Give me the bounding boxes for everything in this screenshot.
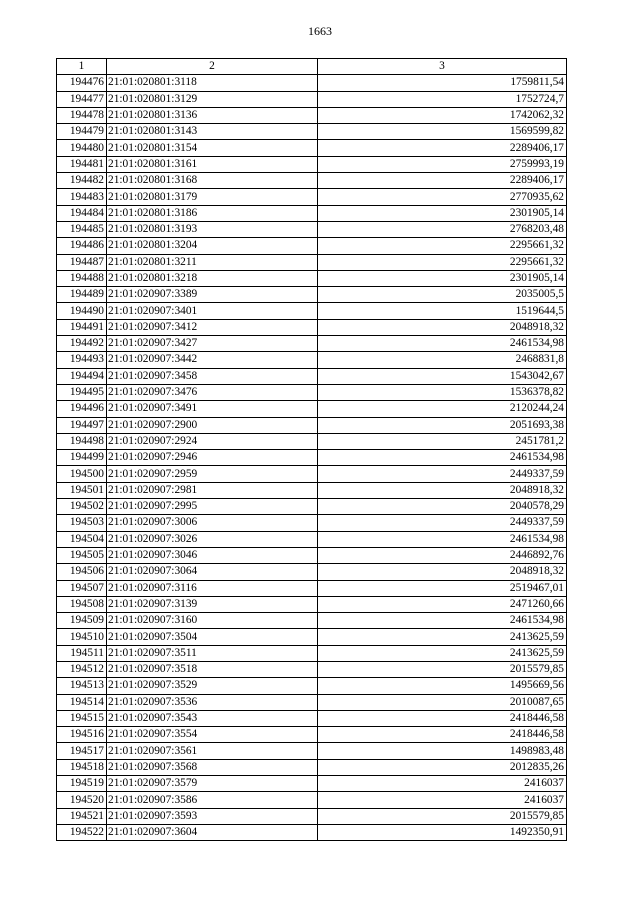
cadastral-number-cell: 21:01:020907:3579 bbox=[107, 776, 318, 792]
table-row bbox=[57, 107, 567, 123]
value-cell: 2770935,62 bbox=[318, 189, 567, 205]
table-row bbox=[57, 547, 567, 563]
table-row bbox=[57, 531, 567, 547]
table-row bbox=[57, 254, 567, 270]
value-cell: 2449337,59 bbox=[318, 515, 567, 531]
row-number-cell: 194494 bbox=[57, 368, 107, 384]
row-number-cell: 194497 bbox=[57, 417, 107, 433]
table-row bbox=[57, 124, 567, 140]
row-number-cell: 194522 bbox=[57, 824, 107, 840]
table-row bbox=[57, 287, 567, 303]
table-row bbox=[57, 694, 567, 710]
row-number-cell: 194491 bbox=[57, 319, 107, 335]
row-number-cell: 194517 bbox=[57, 743, 107, 759]
table-row bbox=[57, 629, 567, 645]
table-row bbox=[57, 645, 567, 661]
cadastral-number-cell: 21:01:020907:3116 bbox=[107, 580, 318, 596]
row-number-cell: 194502 bbox=[57, 499, 107, 515]
value-cell: 2012835,26 bbox=[318, 759, 567, 775]
value-cell: 2295661,32 bbox=[318, 238, 567, 254]
table-header-row bbox=[57, 59, 567, 75]
row-number-cell: 194476 bbox=[57, 75, 107, 91]
value-cell: 2010087,65 bbox=[318, 694, 567, 710]
value-cell: 2048918,32 bbox=[318, 564, 567, 580]
value-cell: 2449337,59 bbox=[318, 466, 567, 482]
cadastral-number-cell: 21:01:020801:3118 bbox=[107, 75, 318, 91]
cadastral-number-cell: 21:01:020907:3389 bbox=[107, 287, 318, 303]
cadastral-number-cell: 21:01:020907:3442 bbox=[107, 352, 318, 368]
value-cell: 2295661,32 bbox=[318, 254, 567, 270]
row-number-cell: 194477 bbox=[57, 91, 107, 107]
value-cell: 2048918,32 bbox=[318, 482, 567, 498]
value-cell: 2468831,8 bbox=[318, 352, 567, 368]
row-number-cell: 194500 bbox=[57, 466, 107, 482]
cadastral-number-cell: 21:01:020907:3160 bbox=[107, 613, 318, 629]
table-row bbox=[57, 564, 567, 580]
value-cell: 2289406,17 bbox=[318, 140, 567, 156]
table-row bbox=[57, 140, 567, 156]
value-cell: 2418446,58 bbox=[318, 727, 567, 743]
page-number: 1663 bbox=[308, 24, 332, 38]
row-number-cell: 194518 bbox=[57, 759, 107, 775]
table-row bbox=[57, 433, 567, 449]
row-number-cell: 194484 bbox=[57, 205, 107, 221]
table-row bbox=[57, 205, 567, 221]
cadastral-number-cell: 21:01:020907:3529 bbox=[107, 678, 318, 694]
cadastral-number-cell: 21:01:020907:3412 bbox=[107, 319, 318, 335]
data-table bbox=[56, 58, 567, 841]
row-number-cell: 194515 bbox=[57, 710, 107, 726]
row-number-cell: 194514 bbox=[57, 694, 107, 710]
cadastral-number-cell: 21:01:020801:3211 bbox=[107, 254, 318, 270]
value-cell: 1569599,82 bbox=[318, 124, 567, 140]
row-number-cell: 194481 bbox=[57, 156, 107, 172]
value-cell: 2461534,98 bbox=[318, 336, 567, 352]
cadastral-number-cell: 21:01:020801:3179 bbox=[107, 189, 318, 205]
value-cell: 2471260,66 bbox=[318, 596, 567, 612]
row-number-cell: 194493 bbox=[57, 352, 107, 368]
table-row bbox=[57, 482, 567, 498]
table-row bbox=[57, 417, 567, 433]
table-row bbox=[57, 238, 567, 254]
cadastral-number-cell: 21:01:020801:3129 bbox=[107, 91, 318, 107]
cadastral-number-cell: 21:01:020907:3536 bbox=[107, 694, 318, 710]
cadastral-number-cell: 21:01:020907:2900 bbox=[107, 417, 318, 433]
table-row bbox=[57, 368, 567, 384]
cadastral-number-cell: 21:01:020907:3427 bbox=[107, 336, 318, 352]
cadastral-number-cell: 21:01:020907:3511 bbox=[107, 645, 318, 661]
row-number-cell: 194503 bbox=[57, 515, 107, 531]
value-cell: 2451781,2 bbox=[318, 433, 567, 449]
cadastral-number-cell: 21:01:020907:3593 bbox=[107, 808, 318, 824]
row-number-cell: 194521 bbox=[57, 808, 107, 824]
cadastral-number-cell: 21:01:020907:3006 bbox=[107, 515, 318, 531]
row-number-cell: 194510 bbox=[57, 629, 107, 645]
row-number-cell: 194490 bbox=[57, 303, 107, 319]
row-number-cell: 194498 bbox=[57, 433, 107, 449]
value-cell: 2519467,01 bbox=[318, 580, 567, 596]
value-cell: 1498983,48 bbox=[318, 743, 567, 759]
value-cell: 2418446,58 bbox=[318, 710, 567, 726]
value-cell: 2015579,85 bbox=[318, 808, 567, 824]
table-row bbox=[57, 270, 567, 286]
value-cell: 1519644,5 bbox=[318, 303, 567, 319]
row-number-cell: 194492 bbox=[57, 336, 107, 352]
row-number-cell: 194509 bbox=[57, 613, 107, 629]
table-row bbox=[57, 792, 567, 808]
row-number-cell: 194519 bbox=[57, 776, 107, 792]
cadastral-number-cell: 21:01:020907:2981 bbox=[107, 482, 318, 498]
cadastral-number-cell: 21:01:020801:3218 bbox=[107, 270, 318, 286]
cadastral-number-cell: 21:01:020907:3458 bbox=[107, 368, 318, 384]
value-cell: 2015579,85 bbox=[318, 661, 567, 677]
value-cell: 2040578,29 bbox=[318, 499, 567, 515]
column-header-2: 2 bbox=[107, 59, 318, 75]
row-number-cell: 194516 bbox=[57, 727, 107, 743]
cadastral-number-cell: 21:01:020801:3161 bbox=[107, 156, 318, 172]
value-cell: 1543042,67 bbox=[318, 368, 567, 384]
row-number-cell: 194478 bbox=[57, 107, 107, 123]
table-row bbox=[57, 727, 567, 743]
value-cell: 1492350,91 bbox=[318, 824, 567, 840]
row-number-cell: 194485 bbox=[57, 221, 107, 237]
table-body bbox=[57, 75, 567, 841]
cadastral-number-cell: 21:01:020801:3168 bbox=[107, 173, 318, 189]
cadastral-number-cell: 21:01:020907:3401 bbox=[107, 303, 318, 319]
table-row bbox=[57, 580, 567, 596]
value-cell: 2035005,5 bbox=[318, 287, 567, 303]
cadastral-number-cell: 21:01:020907:3554 bbox=[107, 727, 318, 743]
value-cell: 2413625,59 bbox=[318, 629, 567, 645]
table-row bbox=[57, 743, 567, 759]
value-cell: 1742062,32 bbox=[318, 107, 567, 123]
cadastral-number-cell: 21:01:020907:3139 bbox=[107, 596, 318, 612]
row-number-cell: 194480 bbox=[57, 140, 107, 156]
value-cell: 2120244,24 bbox=[318, 401, 567, 417]
column-header-3: 3 bbox=[318, 59, 567, 75]
cadastral-number-cell: 21:01:020907:3504 bbox=[107, 629, 318, 645]
value-cell: 1759811,54 bbox=[318, 75, 567, 91]
row-number-cell: 194507 bbox=[57, 580, 107, 596]
table-row bbox=[57, 156, 567, 172]
value-cell: 2289406,17 bbox=[318, 173, 567, 189]
value-cell: 2461534,98 bbox=[318, 531, 567, 547]
table-row bbox=[57, 499, 567, 515]
row-number-cell: 194483 bbox=[57, 189, 107, 205]
table-row bbox=[57, 352, 567, 368]
row-number-cell: 194508 bbox=[57, 596, 107, 612]
cadastral-number-cell: 21:01:020907:3491 bbox=[107, 401, 318, 417]
cadastral-number-cell: 21:01:020801:3193 bbox=[107, 221, 318, 237]
column-header-1: 1 bbox=[57, 59, 107, 75]
value-cell: 2048918,32 bbox=[318, 319, 567, 335]
value-cell: 2051693,38 bbox=[318, 417, 567, 433]
table-row bbox=[57, 596, 567, 612]
cadastral-number-cell: 21:01:020907:2995 bbox=[107, 499, 318, 515]
table-row bbox=[57, 808, 567, 824]
table-row bbox=[57, 710, 567, 726]
value-cell: 2461534,98 bbox=[318, 450, 567, 466]
table-row bbox=[57, 221, 567, 237]
value-cell: 1752724,7 bbox=[318, 91, 567, 107]
cadastral-number-cell: 21:01:020801:3204 bbox=[107, 238, 318, 254]
row-number-cell: 194486 bbox=[57, 238, 107, 254]
row-number-cell: 194511 bbox=[57, 645, 107, 661]
row-number-cell: 194487 bbox=[57, 254, 107, 270]
table-row bbox=[57, 613, 567, 629]
cadastral-number-cell: 21:01:020907:2946 bbox=[107, 450, 318, 466]
table-row bbox=[57, 678, 567, 694]
cadastral-number-cell: 21:01:020907:3026 bbox=[107, 531, 318, 547]
cadastral-number-cell: 21:01:020907:3568 bbox=[107, 759, 318, 775]
value-cell: 2768203,48 bbox=[318, 221, 567, 237]
cadastral-number-cell: 21:01:020801:3136 bbox=[107, 107, 318, 123]
table-row bbox=[57, 319, 567, 335]
table-row bbox=[57, 824, 567, 840]
row-number-cell: 194499 bbox=[57, 450, 107, 466]
value-cell: 2416037 bbox=[318, 792, 567, 808]
cadastral-number-cell: 21:01:020907:3476 bbox=[107, 384, 318, 400]
row-number-cell: 194512 bbox=[57, 661, 107, 677]
table-row bbox=[57, 75, 567, 91]
row-number-cell: 194495 bbox=[57, 384, 107, 400]
table-row bbox=[57, 759, 567, 775]
cadastral-number-cell: 21:01:020801:3143 bbox=[107, 124, 318, 140]
cadastral-number-cell: 21:01:020907:2959 bbox=[107, 466, 318, 482]
row-number-cell: 194479 bbox=[57, 124, 107, 140]
row-number-cell: 194520 bbox=[57, 792, 107, 808]
cadastral-number-cell: 21:01:020907:3518 bbox=[107, 661, 318, 677]
table-row bbox=[57, 466, 567, 482]
table-row bbox=[57, 189, 567, 205]
row-number-cell: 194506 bbox=[57, 564, 107, 580]
row-number-cell: 194496 bbox=[57, 401, 107, 417]
row-number-cell: 194482 bbox=[57, 173, 107, 189]
table-row bbox=[57, 401, 567, 417]
value-cell: 2759993,19 bbox=[318, 156, 567, 172]
cadastral-number-cell: 21:01:020907:3543 bbox=[107, 710, 318, 726]
cadastral-number-cell: 21:01:020907:3604 bbox=[107, 824, 318, 840]
row-number-cell: 194489 bbox=[57, 287, 107, 303]
row-number-cell: 194501 bbox=[57, 482, 107, 498]
row-number-cell: 194488 bbox=[57, 270, 107, 286]
table-row bbox=[57, 450, 567, 466]
table-row bbox=[57, 336, 567, 352]
value-cell: 2301905,14 bbox=[318, 205, 567, 221]
value-cell: 2446892,76 bbox=[318, 547, 567, 563]
cadastral-number-cell: 21:01:020907:3586 bbox=[107, 792, 318, 808]
value-cell: 2301905,14 bbox=[318, 270, 567, 286]
table-row bbox=[57, 515, 567, 531]
cadastral-number-cell: 21:01:020801:3186 bbox=[107, 205, 318, 221]
cadastral-number-cell: 21:01:020907:3561 bbox=[107, 743, 318, 759]
table-row bbox=[57, 384, 567, 400]
value-cell: 2461534,98 bbox=[318, 613, 567, 629]
row-number-cell: 194505 bbox=[57, 547, 107, 563]
cadastral-number-cell: 21:01:020907:3064 bbox=[107, 564, 318, 580]
cadastral-number-cell: 21:01:020907:3046 bbox=[107, 547, 318, 563]
table-row bbox=[57, 91, 567, 107]
value-cell: 1495669,56 bbox=[318, 678, 567, 694]
cadastral-number-cell: 21:01:020907:2924 bbox=[107, 433, 318, 449]
value-cell: 2416037 bbox=[318, 776, 567, 792]
table-row bbox=[57, 776, 567, 792]
row-number-cell: 194504 bbox=[57, 531, 107, 547]
table-row bbox=[57, 303, 567, 319]
table-row bbox=[57, 173, 567, 189]
table-row bbox=[57, 661, 567, 677]
value-cell: 2413625,59 bbox=[318, 645, 567, 661]
row-number-cell: 194513 bbox=[57, 678, 107, 694]
value-cell: 1536378,82 bbox=[318, 384, 567, 400]
cadastral-number-cell: 21:01:020801:3154 bbox=[107, 140, 318, 156]
